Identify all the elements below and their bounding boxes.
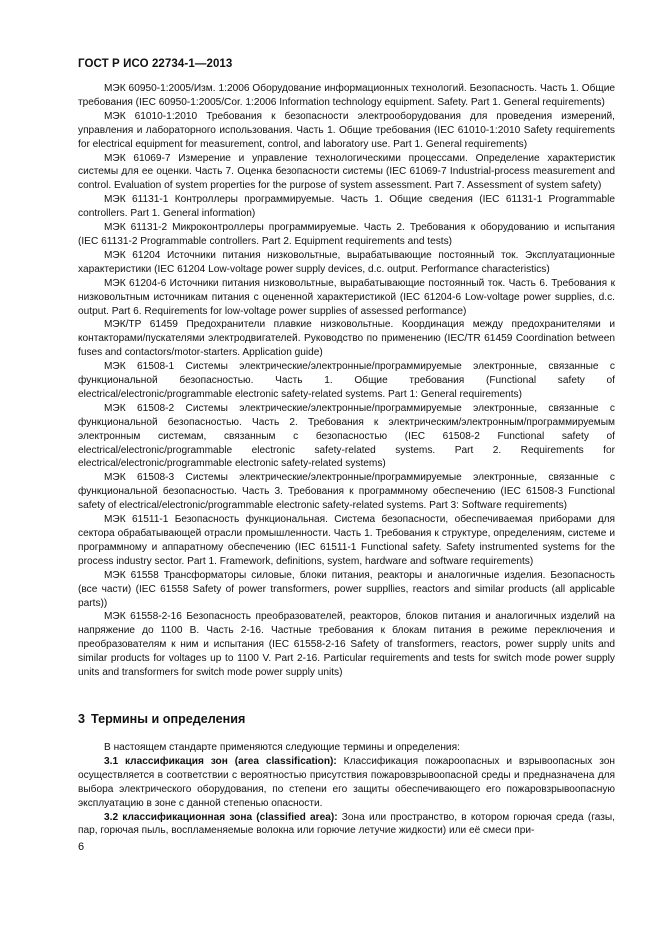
page-number: 6 — [78, 841, 85, 853]
section-heading — [78, 712, 245, 726]
reference-item: МЭК 61069-7 Измерение и управление технологическими процессами. Определение характеристик системы для ее оценки. Часть 7. Оценка безопасности системы (IEC 61069-7 Industrial-process measurement and control. Evaluation of system properties for the purpose of system assessment. Part 7. Assessment of system safety) — [78, 152, 615, 192]
reference-item: МЭК 61558-2-16 Безопасность преобразователей, реакторов, блоков питания и аналогичных изделий на напряжение до 1100 В. Часть 2-16. Частные требования к блокам питания в режиме переключения и преобразователям к ним и испытания (IEC 61558-2-16 Safety of transformers, reactors, power supply units and similar products for voltages up to 1100 V. Part 2-16. Particular requirements and tests for switch mode power supply units and transformers for switch mode power supply units) — [78, 611, 615, 679]
section-title: Термины и определения — [91, 712, 246, 726]
term-entry — [78, 811, 615, 839]
term-label: 3.2 классификационная зона (classified area): — [104, 811, 338, 823]
reference-item: МЭК 61010-1:2010 Требования к безопасности электрооборудования для проведения измерений, управления и лабораторного использования. Часть 1. Общие требования (IEC 61010-1:2010 Safety requirements for electrical equipment for measurement, control, and laboratory use. Part 1. General requirements) — [78, 110, 615, 150]
term-definition: Классификация пожароопасных и взрывоопасных зон осуществляется в соответствии с вероятностью присутствия пожаровзрывоопасной среды и предназначена для выбора электрического оборудования, по степени его защиты обеспечивающего его пожаровзрывоопасную эксплуатацию в зоне с данной степенью опасности. — [78, 755, 615, 809]
section-number: 3 — [78, 712, 86, 726]
reference-item: МЭК 61558 Трансформаторы силовые, блоки питания, реакторы и аналогичные изделия. Безопасность (все части) (IEC 61558 Safety of power transformers, power suppllies, reactors and similar products (all applicable parts)) — [78, 569, 615, 609]
reference-item: МЭК 61508-1 Системы электрические/электронные/программируемые электронные, связанные с функциональной безопасностью. Часть 1. Общие требования (Functional safety of electrical/electronic/programmable electronic safety-related systems. Part 1: General requirements) — [78, 361, 615, 400]
term-entry — [78, 755, 615, 811]
term-definition: Зона или пространство, в котором горючая среда (газы, пар, горючая пыль, воспламеняемые волокна или горючие летучие жидкости) или её смеси при- — [78, 811, 615, 837]
reference-item: МЭК 61204 Источники питания низковольтные, вырабатывающие постоянный ток. Эксплуатационные характеристики (IEC 61204 Low-voltage power supply devices, d.c. output. Performance characteristics) — [78, 249, 615, 275]
normative-references — [78, 82, 615, 680]
reference-item: МЭК 61511-1 Безопасность функциональная. Система безопасности, обеспечиваемая приборами для сектора обрабатывающей отрасли промышленности. Часть 1. Требования к структуре, определениям, системе и программному и аппаратному обеспечению (IEC 61511-1 Functional safety. Safety instrumented systems for the process industry sector. Part 1. Framework, definitions, system, hardware and software requirements) — [78, 514, 615, 567]
reference-item: МЭК 60950-1:2005/Изм. 1:2006 Оборудование информационных технологий. Безопасность. Часть 1. Общие требования (IEC 60950-1:2005/Cor. 1:2006 Information technology equipment. Safety. Part 1. General requirements) — [78, 83, 615, 108]
reference-item: МЭК 61131-1 Контроллеры программируемые. Часть 1. Общие сведения (IEC 61131-1 Programmable controllers. Part 1. General information) — [78, 194, 615, 220]
section-intro: В настоящем стандарте применяются следующие термины и определения: — [104, 742, 460, 753]
reference-item: МЭК 61508-2 Системы электрические/электронные/программируемые электронные, связанные с функциональной безопасностью. Часть 2. Требования к электрическим/электронным/программируемым электронным системам, связанным с безопасностью (IEC 61508-2 Functional safety of electrical/electronic/programmable electronic safety-related systems. Part 2. Requirements for electrical/electronic/programmable electronic safety-related systems) — [78, 402, 615, 470]
term-label: 3.1 классификация зон (area classification): — [104, 755, 337, 767]
document-header: ГОСТ Р ИСО 22734-1—2013 — [78, 58, 233, 70]
terms-definitions — [78, 741, 615, 838]
reference-item: МЭК/TP 61459 Предохранители плавкие низковольтные. Координация между предохранителями и контакторами/пускателями электродвигателей. Руководство по применению (IEC/TR 61459 Coordination between fuses and contactors/motor-starters. Application guide) — [78, 319, 615, 359]
reference-item: МЭК 61131-2 Микроконтроллеры программируемые. Часть 2. Требования к оборудованию и испытания (IEC 61131-2 Programmable controllers. Part 2. Equipment requirements and tests) — [78, 222, 615, 247]
reference-item: МЭК 61204-6 Источники питания низковольтные, вырабатывающие постоянный ток. Часть 6. Требования к низковольтным источникам питания с оцененной характеристикой (IEC 61204-6 Low-voltage power supplies, d.c. output. Part 6. Requirements for low-voltage power supplies of assessed performance) — [78, 277, 615, 317]
reference-item: МЭК 61508-3 Системы электрические/электронные/программируемые электронные, связанные с функциональной безопасностью. Часть 3. Требования к программному обеспечению (IEC 61508-3 Functional safety of electrical/electronic/programmable electronic safety-related systems. Part 3: Software requirements) — [78, 472, 615, 512]
